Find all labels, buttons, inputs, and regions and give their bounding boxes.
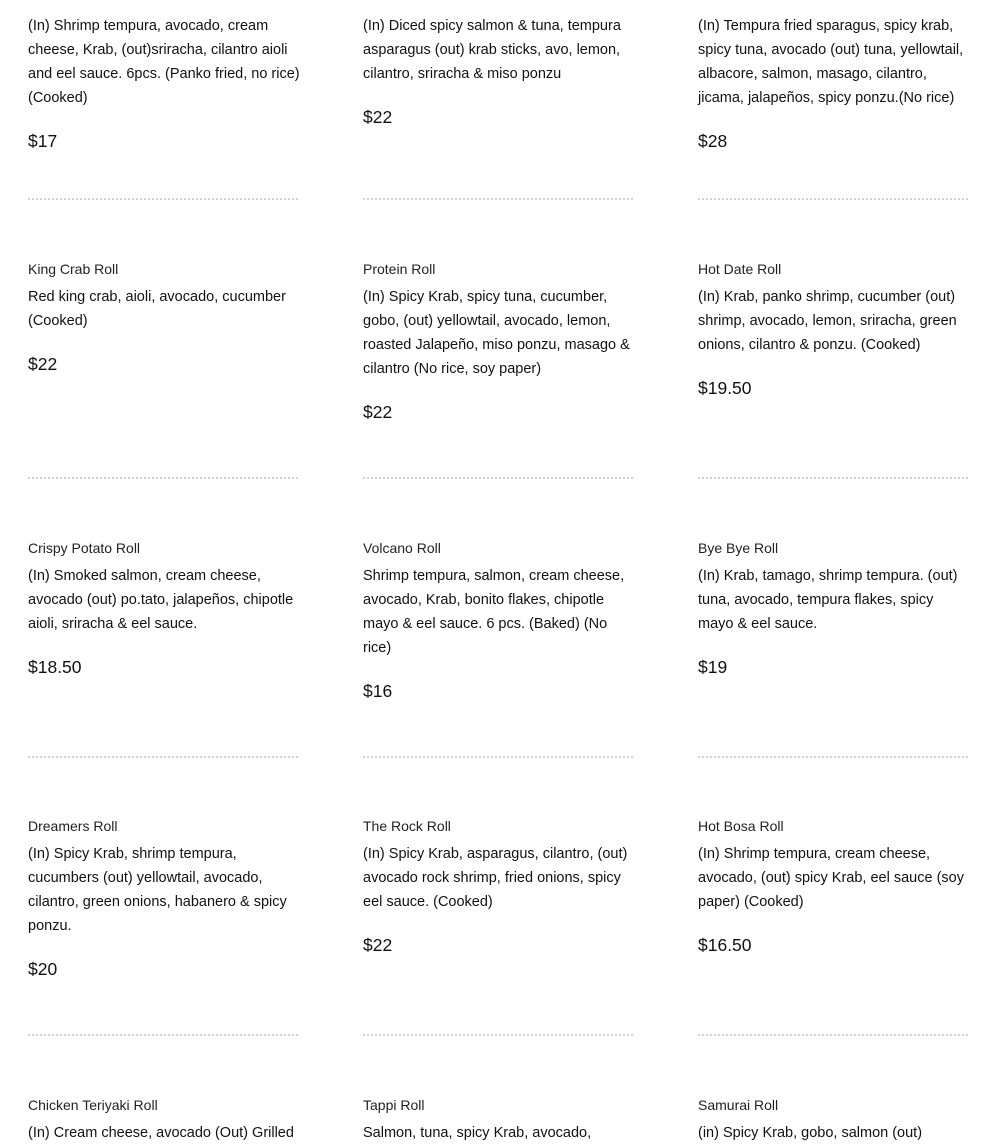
item-name: Chicken Teriyaki Roll: [28, 1097, 158, 1113]
item-name: Tappi Roll: [363, 1097, 425, 1113]
menu-item[interactable]: [28, 14, 300, 153]
menu-item[interactable]: [28, 1095, 300, 1145]
item-description: Salmon, tuna, spicy Krab, avocado,: [363, 1125, 592, 1141]
item-description: (In) Smoked salmon, cream cheese, avocado (out) po.tato, jalapeños, chipotle aioli, sriracha & eel sauce.: [28, 568, 294, 632]
item-name: The Rock Roll: [363, 818, 451, 834]
item-price: $19: [698, 657, 728, 677]
menu-item[interactable]: [28, 816, 300, 981]
menu-item[interactable]: [698, 816, 970, 957]
menu-item[interactable]: [363, 538, 635, 703]
item-price: $17: [28, 131, 58, 151]
item-description: Red king crab, aioli, avocado, cucumber (Cooked): [28, 289, 286, 329]
item-price: $22: [363, 402, 393, 422]
item-divider: [363, 198, 633, 200]
item-divider: [363, 477, 633, 479]
item-divider: [363, 1034, 633, 1036]
menu-item[interactable]: [28, 538, 300, 679]
item-description: (In) Krab, panko shrimp, cucumber (out) shrimp, avocado, lemon, sriracha, green onions, cilantro & ponzu. (Cooked): [698, 289, 957, 353]
item-name: Hot Bosa Roll: [698, 818, 784, 834]
item-description: (in) Spicy Krab, gobo, salmon (out): [698, 1125, 923, 1141]
menu-item[interactable]: [28, 259, 300, 376]
item-price: $22: [363, 107, 393, 127]
item-divider: [28, 1034, 298, 1036]
menu-item[interactable]: [363, 816, 635, 957]
menu-item[interactable]: [698, 538, 970, 679]
menu-item[interactable]: [363, 1095, 635, 1145]
menu-item[interactable]: [363, 14, 635, 129]
menu-item[interactable]: [698, 1095, 970, 1145]
item-divider: [698, 1034, 968, 1036]
item-divider: [28, 756, 298, 758]
item-divider: [363, 756, 633, 758]
item-price: $16.50: [698, 935, 752, 955]
item-price: $20: [28, 959, 58, 979]
item-divider: [698, 477, 968, 479]
menu-item[interactable]: [363, 259, 635, 424]
item-divider: [698, 198, 968, 200]
item-name: Dreamers Roll: [28, 818, 118, 834]
item-price: $22: [28, 354, 58, 374]
item-description: (In) Cream cheese, avocado (Out) Grilled: [28, 1125, 294, 1141]
item-name: Protein Roll: [363, 261, 436, 277]
item-price: $16: [363, 681, 393, 701]
item-description: Shrimp tempura, salmon, cream cheese, avocado, Krab, bonito flakes, chipotle mayo & eel sauce. 6 pcs. (Baked) (No rice): [363, 568, 625, 656]
item-description: (In) Spicy Krab, asparagus, cilantro, (out) avocado rock shrimp, fried onions, spicy eel sauce. (Cooked): [363, 846, 628, 910]
item-description: (In) Shrimp tempura, avocado, cream cheese, Krab, (out)sriracha, cilantro aioli and eel sauce. 6pcs. (Panko fried, no rice) (Cooked): [28, 18, 300, 106]
item-description: (In) Spicy Krab, spicy tuna, cucumber, gobo, (out) yellowtail, avocado, lemon, roasted Jalapeño, miso ponzu, masago & cilantro (No rice, soy paper): [363, 289, 630, 377]
item-price: $28: [698, 131, 728, 151]
item-description: (In) Krab, tamago, shrimp tempura. (out) tuna, avocado, tempura flakes, spicy mayo & eel sauce.: [698, 568, 958, 632]
item-price: $22: [363, 935, 393, 955]
menu-item[interactable]: [698, 259, 970, 400]
item-name: Crispy Potato Roll: [28, 540, 141, 556]
item-price: $19.50: [698, 378, 752, 398]
item-divider: [28, 198, 298, 200]
item-name: Bye Bye Roll: [698, 540, 779, 556]
item-description: (In) Spicy Krab, shrimp tempura, cucumbers (out) yellowtail, avocado, cilantro, green onions, habanero & spicy ponzu.: [28, 846, 287, 934]
item-price: $18.50: [28, 657, 82, 677]
item-description: (In) Tempura fried sparagus, spicy krab, spicy tuna, avocado (out) tuna, yellowtail, albacore, salmon, masago, cilantro, jicama, jalapeños, spicy ponzu.(No rice): [698, 18, 964, 106]
item-name: Hot Date Roll: [698, 261, 782, 277]
menu-item[interactable]: [698, 14, 970, 153]
item-description: (In) Shrimp tempura, cream cheese, avocado, (out) spicy Krab, eel sauce (soy paper) (Cooked): [698, 846, 964, 910]
item-divider: [698, 756, 968, 758]
item-divider: [28, 477, 298, 479]
item-name: Samurai Roll: [698, 1097, 779, 1113]
item-description: (In) Diced spicy salmon & tuna, tempura asparagus (out) krab sticks, avo, lemon, cilantro, sriracha & miso ponzu: [363, 18, 621, 82]
item-name: King Crab Roll: [28, 261, 119, 277]
item-name: Volcano Roll: [363, 540, 441, 556]
